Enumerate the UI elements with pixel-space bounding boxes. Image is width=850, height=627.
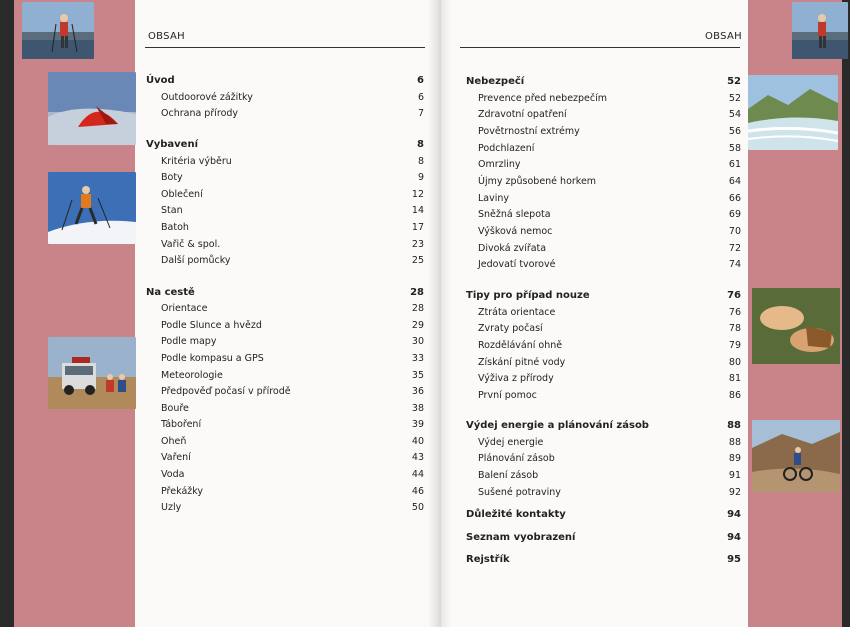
toc-section-title: Výdej energie a plánování zásob	[466, 420, 649, 431]
toc-page-number: 89	[728, 453, 741, 464]
toc-page-number: 8	[417, 139, 424, 150]
toc-page-number: 12	[411, 189, 424, 200]
toc-page-number: 80	[728, 357, 741, 368]
toc-page-number: 8	[417, 156, 424, 167]
toc-section-title: Tipy pro případ nouze	[466, 290, 590, 301]
toc-entry-title: Podchlazení	[478, 143, 535, 154]
toc-entry-title: Boty	[161, 172, 183, 183]
toc-entry-title: Předpověď počasí v přírodě	[161, 386, 291, 397]
toc-page-number: 72	[728, 243, 741, 254]
toc-page-number: 94	[727, 532, 741, 543]
tent-icon	[48, 72, 136, 145]
left-header-rule	[145, 47, 425, 48]
toc-section-title: Důležité kontakty	[466, 509, 566, 520]
toc-entry-title: Další pomůcky	[161, 255, 231, 266]
toc-entry-title: Orientace	[161, 303, 208, 314]
toc-entry-title: Oblečení	[161, 189, 203, 200]
toc-entry-title: Vařič & spol.	[161, 239, 221, 250]
feet-icon	[752, 288, 840, 364]
toc-page-number: 29	[411, 320, 424, 331]
toc-page-number: 86	[728, 390, 741, 401]
toc-entry-title: Meteorologie	[161, 370, 223, 381]
toc-page-number: 70	[728, 226, 741, 237]
toc-page-number: 56	[728, 126, 741, 137]
toc-page-number: 88	[727, 420, 741, 431]
hiker-icon	[22, 2, 94, 59]
toc-page-number: 95	[727, 554, 741, 565]
toc-page-number: 30	[411, 336, 424, 347]
toc-page-number: 58	[728, 143, 741, 154]
toc-entry-title: Ochrana přírody	[161, 108, 239, 119]
toc-entry-title: Újmy způsobené horkem	[478, 176, 597, 187]
toc-entry-title: Batoh	[161, 222, 189, 233]
toc-page-number: 81	[728, 373, 741, 384]
skier-icon	[48, 172, 136, 244]
toc-page-number: 66	[728, 193, 741, 204]
toc-page-number: 35	[411, 370, 424, 381]
toc-entry-title: Stan	[161, 205, 183, 216]
toc-page-number: 88	[728, 437, 741, 448]
toc-section-title: Seznam vyobrazení	[466, 532, 576, 543]
toc-entry-title: Uzly	[161, 502, 182, 513]
toc-entry-title: Podle Slunce a hvězd	[161, 320, 262, 331]
toc-entry-title: Laviny	[478, 193, 510, 204]
right-header-rule	[460, 47, 740, 48]
toc-entry-title: Plánování zásob	[478, 453, 555, 464]
toc-entry-title: Povětrnostní extrémy	[478, 126, 580, 137]
toc-section-title: Úvod	[146, 75, 175, 86]
toc-entry-title: Rozdělávání ohně	[478, 340, 563, 351]
toc-page-number: 23	[411, 239, 424, 250]
toc-entry-title: Překážky	[161, 486, 204, 497]
toc-section-title: Rejstřík	[466, 554, 510, 565]
toc-page-number: 50	[411, 502, 424, 513]
toc-entry-title: Táboření	[161, 419, 202, 430]
jeep-icon	[48, 337, 136, 409]
toc-page-number: 79	[728, 340, 741, 351]
toc-entry-title: Kritéria výběru	[161, 156, 232, 167]
toc-entry-title: Prevence před nebezpečím	[478, 93, 608, 104]
toc-page-number: 44	[411, 469, 424, 480]
toc-page-number: 9	[417, 172, 424, 183]
toc-section-title: Vybavení	[146, 139, 199, 150]
toc-page-number: 14	[411, 205, 424, 216]
toc-page-number: 36	[411, 386, 424, 397]
toc-page-number: 76	[728, 307, 741, 318]
right-page-header: OBSAH	[705, 31, 742, 42]
toc-entry-title: Zvraty počasí	[478, 323, 543, 334]
toc-entry-title: Podle kompasu a GPS	[161, 353, 264, 364]
toc-page-number: 28	[411, 303, 424, 314]
river-icon	[748, 75, 838, 150]
toc-entry-title: Výživa z přírody	[478, 373, 554, 384]
toc-entry-title: Získání pitné vody	[478, 357, 566, 368]
toc-page-number: 64	[728, 176, 741, 187]
toc-entry-title: Sněžná slepota	[478, 209, 551, 220]
toc-entry-title: Ztráta orientace	[478, 307, 556, 318]
toc-entry-title: Divoká zvířata	[478, 243, 547, 254]
toc-entry-title: Výdej energie	[478, 437, 544, 448]
toc-entry-title: Voda	[161, 469, 185, 480]
toc-page-number: 74	[728, 259, 741, 270]
toc-page-number: 52	[728, 93, 741, 104]
toc-entry-title: Omrzliny	[478, 159, 521, 170]
left-page-header: OBSAH	[148, 31, 185, 42]
toc-page-number: 25	[411, 255, 424, 266]
toc-page-number: 92	[728, 487, 741, 498]
toc-page-number: 17	[411, 222, 424, 233]
toc-entry-title: Outdoorové zážitky	[161, 92, 253, 103]
hiker-icon	[792, 2, 848, 59]
cyclist-icon	[752, 420, 840, 492]
toc-page-number: 33	[411, 353, 424, 364]
toc-section-title: Nebezpečí	[466, 76, 525, 87]
toc-page-number: 78	[728, 323, 741, 334]
toc-page-number: 6	[417, 75, 424, 86]
toc-page-number: 46	[411, 486, 424, 497]
toc-page-number: 40	[411, 436, 424, 447]
toc-entry-title: Bouře	[161, 403, 189, 414]
toc-page-number: 91	[728, 470, 741, 481]
toc-page-number: 52	[727, 76, 741, 87]
toc-entry-title: Oheň	[161, 436, 187, 447]
toc-page-number: 6	[417, 92, 424, 103]
toc-entry-title: Sušené potraviny	[478, 487, 561, 498]
toc-page-number: 69	[728, 209, 741, 220]
toc-entry-title: Výšková nemoc	[478, 226, 553, 237]
toc-section-title: Na cestě	[146, 287, 195, 298]
toc-entry-title: Jedovatí tvorové	[478, 259, 556, 270]
toc-page-number: 94	[727, 509, 741, 520]
toc-page-number: 76	[727, 290, 741, 301]
toc-page-number: 38	[411, 403, 424, 414]
toc-entry-title: První pomoc	[478, 390, 537, 401]
toc-page-number: 28	[410, 287, 424, 298]
toc-entry-title: Zdravotní opatření	[478, 109, 567, 120]
toc-entry-title: Podle mapy	[161, 336, 217, 347]
toc-entry-title: Balení zásob	[478, 470, 539, 481]
toc-page-number: 54	[728, 109, 741, 120]
toc-page-number: 61	[728, 159, 741, 170]
toc-page-number: 43	[411, 452, 424, 463]
book-gutter	[428, 0, 452, 627]
toc-page-number: 7	[417, 108, 424, 119]
toc-entry-title: Vaření	[161, 452, 191, 463]
toc-page-number: 39	[411, 419, 424, 430]
